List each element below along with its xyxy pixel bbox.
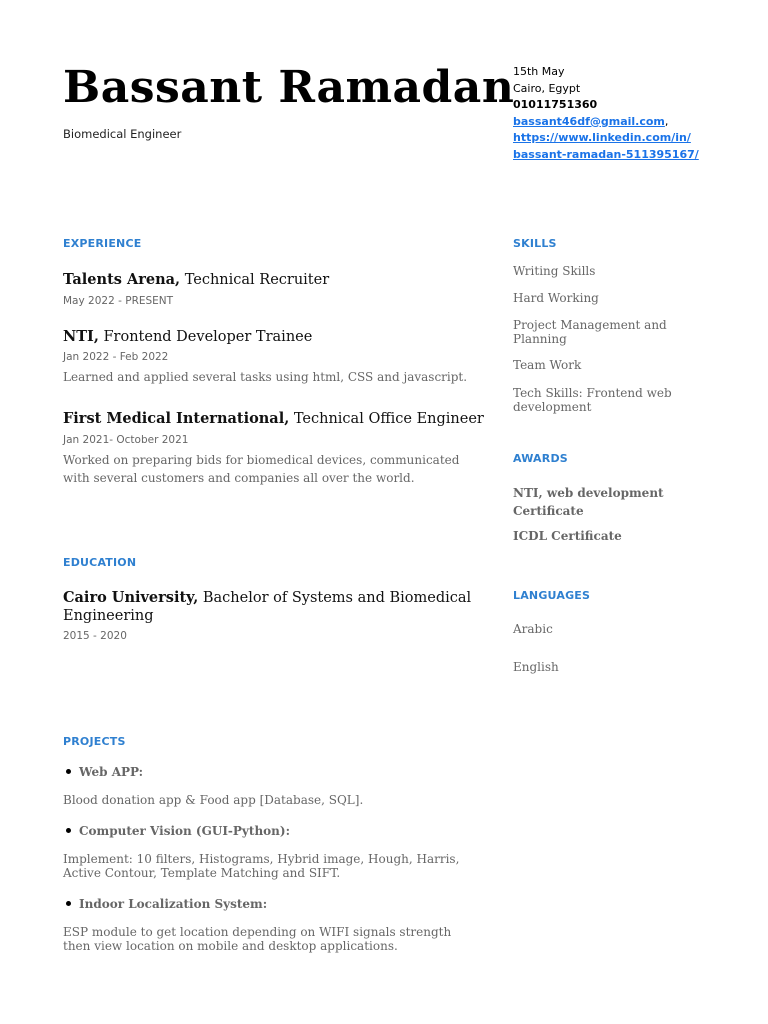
skill-item: Writing Skills — [513, 264, 596, 278]
skill-item: Team Work — [513, 358, 582, 372]
experience-org: First Medical International, — [63, 410, 290, 427]
language-item: Arabic — [513, 622, 553, 636]
language-item: English — [513, 660, 559, 674]
skills-heading: SKILLS — [513, 237, 557, 250]
linkedin-link-line2[interactable]: bassant-ramadan-511395167/ — [513, 147, 699, 161]
education-org: Cairo University, — [63, 589, 199, 606]
experience-date: Jan 2021- October 2021 — [63, 434, 189, 446]
project-description: Blood donation app & Food app [Database, SQL]. — [63, 793, 364, 807]
languages-heading: LANGUAGES — [513, 589, 591, 602]
project-name: Web APP: — [79, 765, 144, 779]
experience-item-title — [63, 328, 312, 345]
project-item — [63, 897, 267, 911]
experience-heading: EXPERIENCE — [63, 237, 142, 250]
contact-date: 15th May — [513, 65, 565, 78]
experience-item-title — [63, 410, 484, 427]
bullet-icon — [66, 769, 71, 774]
experience-role: Frontend Developer Trainee — [103, 329, 313, 345]
education-date: 2015 - 2020 — [63, 630, 127, 642]
experience-role: Technical Office Engineer — [293, 411, 484, 427]
project-item — [63, 824, 290, 838]
education-degree-cont: Engineering — [63, 608, 154, 624]
email-link[interactable]: bassant46df@gmail.com — [513, 114, 665, 128]
project-name: Computer Vision (GUI-Python): — [79, 824, 291, 838]
project-description: ESP module to get location depending on WIFI signals strength then view location on mobile and desktop applications. — [63, 925, 452, 953]
contact-phone: 01011751360 — [513, 98, 598, 111]
experience-description: Worked on preparing bids for biomedical devices, communicated with several customers and companies all over the world. — [63, 453, 460, 485]
projects-heading: PROJECTS — [63, 735, 126, 748]
bullet-icon — [66, 901, 71, 906]
skill-item: Tech Skills: Frontend web development — [513, 386, 672, 414]
experience-item-title — [63, 271, 329, 288]
experience-org: NTI, — [63, 328, 99, 345]
experience-date: May 2022 - PRESENT — [63, 295, 174, 307]
project-item — [63, 765, 143, 779]
bullet-icon — [66, 828, 71, 833]
linkedin-link-line1[interactable]: https://www.linkedin.com/in/ — [513, 131, 691, 144]
awards-heading: AWARDS — [513, 452, 568, 465]
contact-block: 15th May Cairo, Egypt 01011751360 bassant46df@gmail.com, https://www.linkedin.com/in/ bassant-ramadan-511395167/ — [513, 65, 699, 161]
job-subtitle: Biomedical Engineer — [63, 127, 182, 141]
contact-location: Cairo, Egypt — [513, 81, 581, 95]
resume-name: Bassant Ramadan — [63, 62, 515, 113]
experience-role: Technical Recruiter — [184, 272, 330, 288]
skill-item: Project Management and Planning — [513, 318, 667, 346]
experience-description: Learned and applied several tasks using html, CSS and javascript. — [63, 370, 468, 384]
project-name: Indoor Localization System: — [79, 897, 268, 911]
skill-item: Hard Working — [513, 291, 599, 305]
education-degree: Bachelor of Systems and Biomedical — [202, 590, 472, 606]
education-heading: EDUCATION — [63, 556, 137, 569]
project-description: Implement: 10 filters, Histograms, Hybrid image, Hough, Harris, Active Contour, Template Matching and SIFT. — [63, 852, 460, 880]
award-item: NTI, web development Certificate — [513, 486, 664, 518]
award-item: ICDL Certificate — [513, 529, 622, 543]
education-item-title — [63, 589, 471, 625]
experience-date: Jan 2022 - Feb 2022 — [63, 351, 169, 363]
experience-org: Talents Arena, — [63, 271, 181, 288]
